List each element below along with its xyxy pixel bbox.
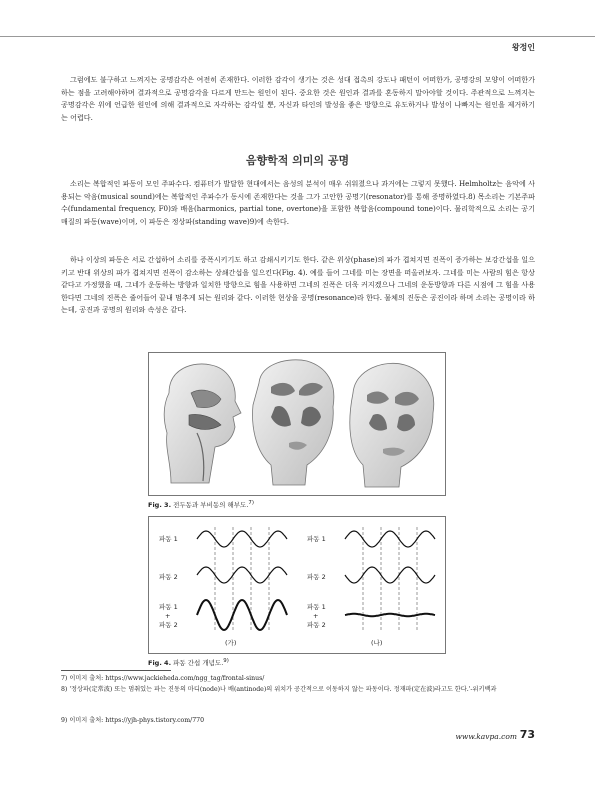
panel-a-sum-wave2-label: 파동 2 xyxy=(159,621,178,629)
panel-a-label: (가) xyxy=(225,639,237,647)
panel-b-sum-wave xyxy=(345,614,435,616)
figure-4-frame xyxy=(148,516,446,654)
intro-paragraph xyxy=(61,74,535,124)
panel-b-plus-label: + xyxy=(313,612,319,620)
figure-3-frame xyxy=(148,352,446,496)
figure-4-caption-text: 파동 간섭 개념도. xyxy=(173,659,224,668)
footnote-7: 7) 이미지 출처: https://www.jackieheda.com/ngg_tag/frontal-sinus/ xyxy=(61,675,265,682)
front-head-drawing xyxy=(253,360,334,485)
figure-4-ref: 9) xyxy=(223,658,229,664)
paragraph-2 xyxy=(61,178,535,228)
panel-a-plus-label: + xyxy=(165,612,171,620)
figure-4-label: Fig. 4. xyxy=(148,659,172,668)
header-rule xyxy=(0,36,595,37)
panel-b-sum-wave1-label: 파동 1 xyxy=(307,603,326,611)
panel-b-wave2-label: 파동 2 xyxy=(307,573,326,581)
paragraph-2-text: 소리는 복합적인 파동이 모인 주파수다. 컴퓨터가 발달한 현대에서는 음성의 분석이 매우 쉬워졌으나 과거에는 그렇지 못했다. Helmholtz는 음악에 사용되는 악음(musical sound)에는 복합적인 주파수가 동시에 존재한다는 것을 그가 고안한 공명기(resonator)를 통해 증명하였다.8) 목소리는 기본주파수(fundamental frequency, F0)와 배음(harmonics, partial tone, overtone)을 포함한 복합음(compound tone)이다. 물리학적으로 소리는 공기 매질의 파동(wave)이며, 이 파동은 정상파(standing wave)9)에 속한다. xyxy=(61,179,535,226)
panel-b-wave1 xyxy=(345,531,435,547)
footnote-8: 8) '정상파(定常波) 또는 멈춰있는 파는 진동의 마디(node)나 배(antinode)의 위치가 공간적으로 이동하지 않는 파동이다. 정재파(定在波)라고도 한다.'-위키백과 xyxy=(61,686,497,693)
panel-b-wave1-label: 파동 1 xyxy=(307,535,326,543)
figure-3-caption xyxy=(148,500,254,509)
paragraph-3 xyxy=(61,254,535,317)
panel-a-wave1 xyxy=(197,531,287,547)
page-number: 73 xyxy=(519,728,535,741)
panel-b-wave2 xyxy=(345,567,435,583)
header-author: 왕정인 xyxy=(511,43,535,52)
panel-a-wave1-label: 파동 1 xyxy=(159,535,178,543)
footer-url: www.kavpa.com xyxy=(455,732,517,741)
footnote-9: 9) 이미지 출처: https://yjh-phys.tistory.com/770 xyxy=(61,717,205,724)
figure-3-caption-text: 전두동과 부비동의 해부도. xyxy=(173,501,249,510)
figure-3-ref: 7) xyxy=(248,500,254,506)
panel-b-sum-wave2-label: 파동 2 xyxy=(307,621,326,629)
panel-a-sum-wave xyxy=(197,600,287,630)
panel-a-wave2 xyxy=(197,567,287,583)
wave-interference-diagram xyxy=(149,517,445,653)
figure-3-label: Fig. 3. xyxy=(148,501,172,510)
paragraph-3-text: 하나 이상의 파동은 서로 간섭하여 소리를 증폭시키기도 하고 감쇄시키기도 한다. 같은 위상(phase)의 파가 겹쳐지면 진폭이 증가하는 보강간섭을 일으키고 반대 위상의 파가 겹쳐지면 진폭이 감소하는 상쇄간섭을 일으킨다(Fig. 4). 예를 들어 그네를 미는 장면을 떠올려보자. 그네를 미는 사람의 힘은 항상 같다고 가정했을 때, 그네가 운동하는 방향과 일치한 방향으로 힘을 사용하면 그네의 진폭은 더욱 커지겠으나 그네의 운동방향과 다른 시점에 그 힘을 사용한다면 그네의 진폭은 줄어들어 끝내 멈추게 되는 원리와 같다. 이러한 현상을 공명(resonance)라 한다. 물체의 진동은 공진이라 하며 소리는 공명이라 하는데, 공진과 공명의 원리와 속성은 같다. xyxy=(61,255,535,315)
anatomy-illustration xyxy=(149,353,445,495)
panel-a-wave2-label: 파동 2 xyxy=(159,573,178,581)
section-title: 음향학적 의미의 공명 xyxy=(245,154,350,167)
panel-a-sum-wave1-label: 파동 1 xyxy=(159,603,178,611)
footnote-rule xyxy=(61,670,171,671)
figure-4-caption xyxy=(148,658,229,667)
intro-text: 그럼에도 불구하고 느껴지는 공명감각은 여전히 존재한다. 이러한 감각이 생기는 것은 성대 접촉의 강도나 패턴이 어떠한가, 공명강의 모양이 어떠한가 하는 점을 고려해야하며 결과적으로 공명감각을 다르게 만드는 원인이 된다. 중요한 것은 원인과 결과를 혼동하지 말아야할 것이다. 주관적으로 느껴지는 공명감각은 위에 언급한 원인에 의해 결과적으로 자각하는 감각일 뿐, 자신과 타인의 발성을 좋은 방향으로 유도하거나 발성이 나빠지는 원인을 제거하기는 어렵다. xyxy=(61,75,535,122)
profile-head-drawing xyxy=(164,364,241,483)
panel-b-label: (나) xyxy=(371,639,383,647)
three-quarter-head-drawing xyxy=(350,363,434,487)
